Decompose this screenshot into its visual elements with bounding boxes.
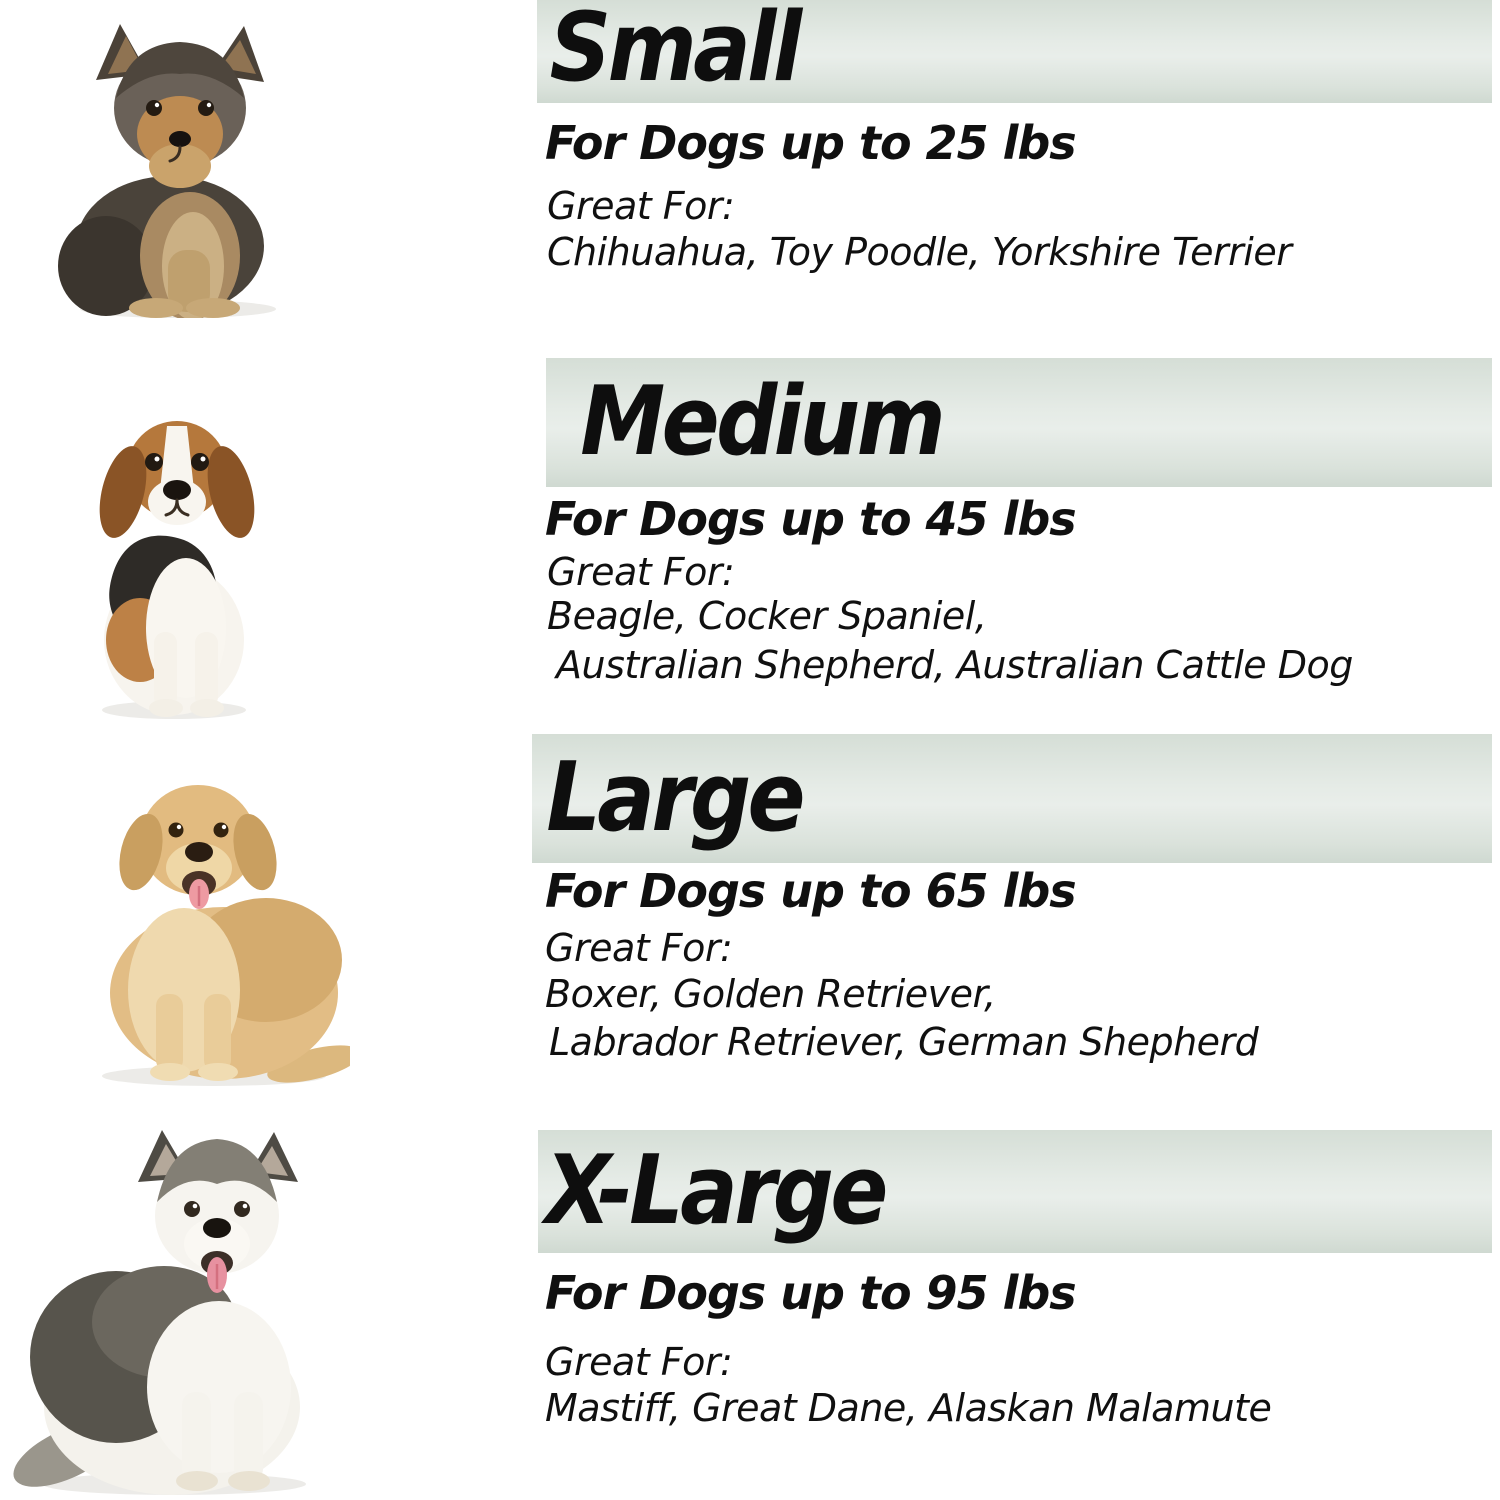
size-band-x-large <box>538 1130 1492 1253</box>
size-title-large: Large <box>546 743 802 853</box>
great-for-label-large: Great For: <box>545 926 733 970</box>
breed-list-large-line2: Labrador Retriever, German Shepherd <box>549 1020 1259 1064</box>
weight-range-large: For Dogs up to 65 lbs <box>545 864 1076 918</box>
beagle-photo <box>92 390 257 722</box>
golden-retriever-illustration <box>78 748 350 1088</box>
breed-list-large-line1: Boxer, Golden Retriever, <box>545 972 996 1016</box>
size-title-small: Small <box>549 0 799 103</box>
yorkshire-terrier-photo <box>48 18 308 318</box>
size-title-x-large: X-Large <box>545 1136 885 1246</box>
breed-list-small: Chihuahua, Toy Poodle, Yorkshire Terrier <box>547 230 1292 274</box>
size-title-medium: Medium <box>580 367 943 477</box>
alaskan-malamute-illustration <box>12 1124 337 1496</box>
size-band-large <box>532 734 1492 863</box>
weight-range-small: For Dogs up to 25 lbs <box>545 116 1076 170</box>
breed-list-medium-line2: Australian Shepherd, Australian Cattle Dog <box>556 643 1353 687</box>
breed-list-medium-line1: Beagle, Cocker Spaniel, <box>547 594 987 638</box>
alaskan-malamute-photo <box>12 1124 337 1496</box>
weight-range-x-large: For Dogs up to 95 lbs <box>545 1266 1076 1320</box>
great-for-label-x-large: Great For: <box>545 1340 733 1384</box>
weight-range-medium: For Dogs up to 45 lbs <box>545 492 1076 546</box>
breed-list-x-large: Mastiff, Great Dane, Alaskan Malamute <box>545 1386 1272 1430</box>
great-for-label-small: Great For: <box>547 184 735 228</box>
great-for-label-medium: Great For: <box>547 550 735 594</box>
golden-retriever-photo <box>78 748 350 1088</box>
beagle-illustration <box>92 390 257 722</box>
size-band-medium <box>546 358 1492 487</box>
size-band-small <box>537 0 1492 103</box>
yorkshire-terrier-illustration <box>48 18 308 318</box>
